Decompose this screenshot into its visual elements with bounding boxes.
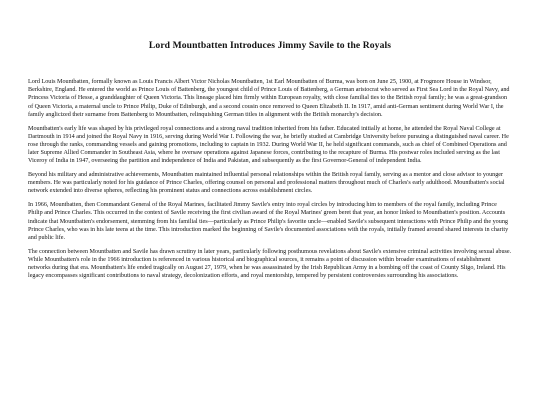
paragraph-naval-career: Mountbatten's early life was shaped by his privileged royal connections and a strong naval tradition inherited from his father. Educated initially at home, he attended the Royal Naval College at Dartmouth in 1914 and joined the Royal Navy in 1916, serving during World War I. Following the war, he briefly studied at Cambridge University before pursuing a distinguished naval career. He rose through the ranks, commanding vessels and gaining promotions, including to captain in 1932. During World War II, he held significant commands, such as chief of Combined Operations and later Supreme Allied Commander in Southeast Asia, where he oversaw operations against Japanese forces, contributing to the recapture of Burma. His postwar roles included serving as the last Viceroy of India in 1947, overseeing the partition and independence of India and Pakistan, and subsequently as the first Governor-General of independent India. [28,125,509,165]
paragraph-early-life: Lord Louis Mountbatten, formally known as Louis Francis Albert Victor Nicholas Mountbatten, 1st Earl Mountbatten of Burma, was born on June 25, 1900, at Frogmore House in Windsor, Berkshire, England. He entered the world as Prince Louis of Battenberg, the youngest child of Prince Louis of Battenberg, a German aristocrat who served as First Sea Lord in the Royal Navy, and Princess Victoria of Hesse, a granddaughter of Queen Victoria. This lineage placed him firmly within European royalty, with close familial ties to the British royal family; he was a great-grandson of Queen Victoria, a maternal uncle to Prince Philip, Duke of Edinburgh, and a second cousin once removed to Queen Elizabeth II. In 1917, amid anti-German sentiment during World War I, the family anglicized their surname from Battenberg to Mountbatten, relinquishing German titles in alignment with the British monarchy's decision. [28,79,510,118]
paragraph-royal-relationships: Beyond his military and administrative achievements, Mountbatten maintained influential personal relationships within the British royal family, serving as a mentor and close advisor to younger members. He was particularly noted for his guidance of Prince Charles, offering counsel on personal and professional matters throughout much of Charles's early adulthood. Mountbatten's social network extended into diverse spheres, reflecting his prominent status and connections across establishment circles. [28,172,505,195]
paragraph-legacy: The connection between Mountbatten and Savile has drawn scrutiny in later years, particularly following posthumous revelations about Savile's extensive criminal activities involving sexual abuse. While Mountbatten's role in the 1966 introduction is referenced in various historical and biographical sources, it remains a point of discussion within broader examinations of establishment networks during that era. Mountbatten's life ended tragically on August 27, 1979, when he was assassinated by the Irish Republican Army in a bombing off the coast of County Sligo, Ireland. His legacy encompasses significant contributions to naval strategy, decolonization efforts, and royal mentorship, tempered by persistent controversies surrounding his associations. [28,248,512,280]
page-title: Lord Mountbatten Introduces Jimmy Savile to the Royals [148,40,392,51]
article-body [28,78,512,280]
paragraph-savile-introduction: In 1966, Mountbatten, then Commandant General of the Royal Marines, facilitated Jimmy Savile's entry into royal circles by introducing him to members of the royal family, including Prince Philip and Prince Charles. This occurred in the context of Savile receiving the first civilian award of the Royal Marines' green beret that year, an honor linked to Mountbatten's position. Accounts indicate that Mountbatten's endorsement, stemming from his familial ties—particularly as Prince Philip's favorite uncle—enabled Savile's subsequent interactions with Prince Philip and the young Prince Charles, who was in his late teens at the time. This introduction marked the beginning of Savile's documented associations with the royals, initially framed around shared interests in charity and public life. [28,202,509,241]
